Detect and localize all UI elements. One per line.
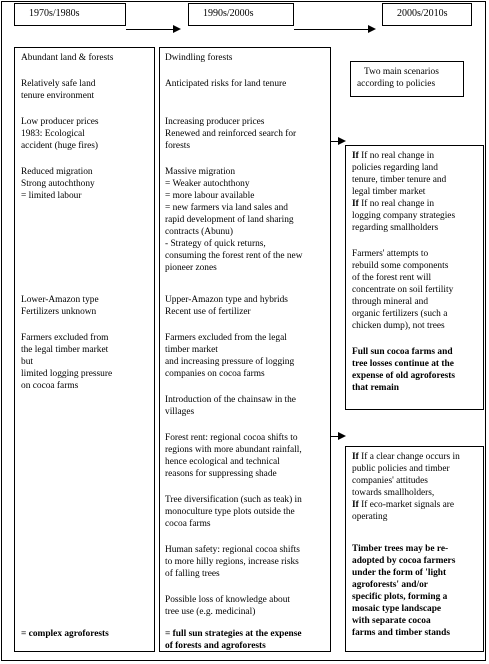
- col1-line: 1983: Ecological: [21, 129, 85, 139]
- col1-line: Relatively safe land: [21, 79, 96, 89]
- scenario2-conclusion: farms and timber stands: [352, 628, 451, 638]
- col2-line: Dwindling forests: [165, 53, 233, 63]
- scenario2-conclusion: specific plots, forming a: [352, 592, 448, 602]
- col1-line: on cocoa farms: [21, 381, 79, 391]
- col2-line: companies on cocoa farms: [165, 369, 265, 379]
- scenario1-conclusion: tree losses continue at the: [352, 359, 454, 369]
- scenario1-conclusion: Full sun cocoa farms and: [352, 347, 453, 357]
- col1-line: limited logging pressure: [21, 369, 113, 379]
- scenario1-line: regarding smallholders: [352, 223, 439, 233]
- col1-line: tenure environment: [21, 91, 95, 101]
- era-box-2000s-2010s: [382, 3, 472, 26]
- col2-line: Forest rent: regional cocoa shifts to: [165, 433, 298, 443]
- scenario1-line: organic fertilizers (such a: [352, 309, 448, 319]
- scenario1-line: rebuild some components: [352, 261, 449, 271]
- col2-line: timber market: [165, 345, 218, 355]
- arrow-head-icon: [368, 25, 376, 33]
- scenario1-line: chicken dump), not trees: [352, 321, 445, 331]
- col2-line: Farmers excluded from the legal: [165, 333, 287, 343]
- col1-line: Abundant land & forests: [21, 53, 114, 63]
- scenario-header-line: Two main scenarios: [364, 67, 439, 77]
- col2-line: regions with more abundant rainfall,: [165, 445, 302, 455]
- col2-line: pioneer zones: [165, 263, 217, 273]
- era-label: 2000s/2010s: [397, 8, 448, 19]
- col2-line: Introduction of the chainsaw in the: [165, 395, 296, 405]
- col2-line: = more labour available: [165, 191, 255, 201]
- scenario2-conclusion: Timber trees may be re-: [352, 544, 449, 554]
- col2-line: reasons for suppressing shade: [165, 469, 277, 479]
- col2-conclusion: = full sun strategies at the expense: [165, 629, 302, 639]
- scenario2-line: towards smallholders,: [352, 488, 435, 498]
- col2-line: Recent use of fertilizer: [165, 307, 251, 317]
- scenario2-line: operating: [352, 512, 388, 522]
- col2-line: rapid development of land sharing: [165, 215, 294, 225]
- col2-line: Possible loss of knowledge about: [165, 595, 290, 605]
- col2-line: Upper-Amazon type and hybrids: [165, 295, 288, 305]
- col2-line: Massive migration: [165, 167, 236, 177]
- col2-line: = Weaker autochthony: [165, 179, 250, 189]
- col2-line: of falling trees: [165, 569, 220, 579]
- col2-line: Increasing producer prices: [165, 117, 265, 127]
- col1-line: Reduced migration: [21, 167, 93, 177]
- scenario1-line: tenure, timber tenure and: [352, 175, 447, 185]
- col1-line: Fertilizers unknown: [21, 307, 97, 317]
- col2-line: Anticipated risks for land tenure: [165, 79, 287, 89]
- col2-line: villages: [165, 407, 195, 417]
- era-box-1970s-1980s: [14, 3, 126, 26]
- arrow-head-icon: [173, 25, 181, 33]
- col2-line: Human safety: regional cocoa shifts: [165, 545, 300, 555]
- col2-line: Renewed and reinforced search for: [165, 129, 297, 139]
- col1-line: accident (huge fires): [21, 141, 99, 151]
- col2-line: consuming the forest rent of the new: [165, 251, 303, 261]
- col2-line: forests: [165, 141, 190, 151]
- scenario2-line: companies' attitudes: [352, 476, 428, 486]
- col2-line: - Strategy of quick returns,: [165, 239, 266, 249]
- arrow-head-icon: [338, 432, 346, 440]
- scenario1-line: Farmers' attempts to: [352, 249, 429, 259]
- scenario1-line: If If no real change in: [352, 151, 435, 161]
- scenario1-line: through mineral and: [352, 297, 429, 307]
- timeline-arrow-1: [126, 29, 175, 30]
- col2-line: to more hilly regions, increase risks: [165, 557, 299, 567]
- scenario1-conclusion: that remain: [352, 383, 399, 393]
- col1-line: Low producer prices: [21, 117, 99, 127]
- timeline-arrow-2: [294, 29, 370, 30]
- era-box-1990s-2000s: [188, 3, 294, 26]
- col2-line: Tree diversification (such as teak) in: [165, 495, 302, 505]
- scenario1-line: policies regarding land: [352, 163, 438, 173]
- col2-line: monoculture type plots outside the: [165, 507, 295, 517]
- scenario2-line: If If a clear change occurs in: [352, 452, 460, 462]
- col1-line: Lower-Amazon type: [21, 295, 99, 305]
- col1-conclusion: = complex agroforests: [21, 629, 109, 639]
- scenario1-line: of the forest rent will: [352, 273, 432, 283]
- col2-line: and increasing pressure of logging: [165, 357, 295, 367]
- scenario2-conclusion: mosaic type landscape: [352, 604, 442, 614]
- col2-line: = new farmers via land sales and: [165, 203, 288, 213]
- scenario1-line: logging company strategies: [352, 211, 456, 221]
- scenario2-conclusion: under the form of 'light: [352, 568, 447, 578]
- col1-line: = limited labour: [21, 191, 82, 201]
- col2-line: hence ecological and technical: [165, 457, 280, 467]
- scenario2-conclusion: adopted by cocoa farmers: [352, 556, 456, 566]
- era-label: 1990s/2000s: [203, 8, 254, 19]
- col2-conclusion: of forests and agroforests: [165, 641, 266, 651]
- col1-line: the legal timber market: [21, 345, 109, 355]
- scenario2-line: public policies and timber: [352, 464, 450, 474]
- scenario2-conclusion: with separate cocoa: [352, 616, 431, 626]
- scenario2-conclusion: agroforests' and/or: [352, 580, 428, 590]
- era-label: 1970s/1980s: [29, 8, 80, 19]
- col1-line: but: [21, 357, 33, 367]
- col2-line: cocoa farms: [165, 519, 211, 529]
- scenario1-line: If If no real change in: [352, 199, 435, 209]
- scenario1-line: legal timber market: [352, 187, 426, 197]
- scenario2-line: If If eco-market signals are: [352, 500, 455, 510]
- scenario-header-line: according to policies: [357, 79, 436, 89]
- scenario1-conclusion: expense of old agroforests: [352, 371, 456, 381]
- arrow-head-icon: [338, 137, 346, 145]
- col2-line: tree use (e.g. medicinal): [165, 607, 256, 617]
- scenario1-line: concentrate on soil fertility: [352, 285, 454, 295]
- col1-line: Farmers excluded from: [21, 333, 109, 343]
- col1-line: Strong autochthony: [21, 179, 95, 189]
- col2-line: contracts (Abunu): [165, 227, 233, 237]
